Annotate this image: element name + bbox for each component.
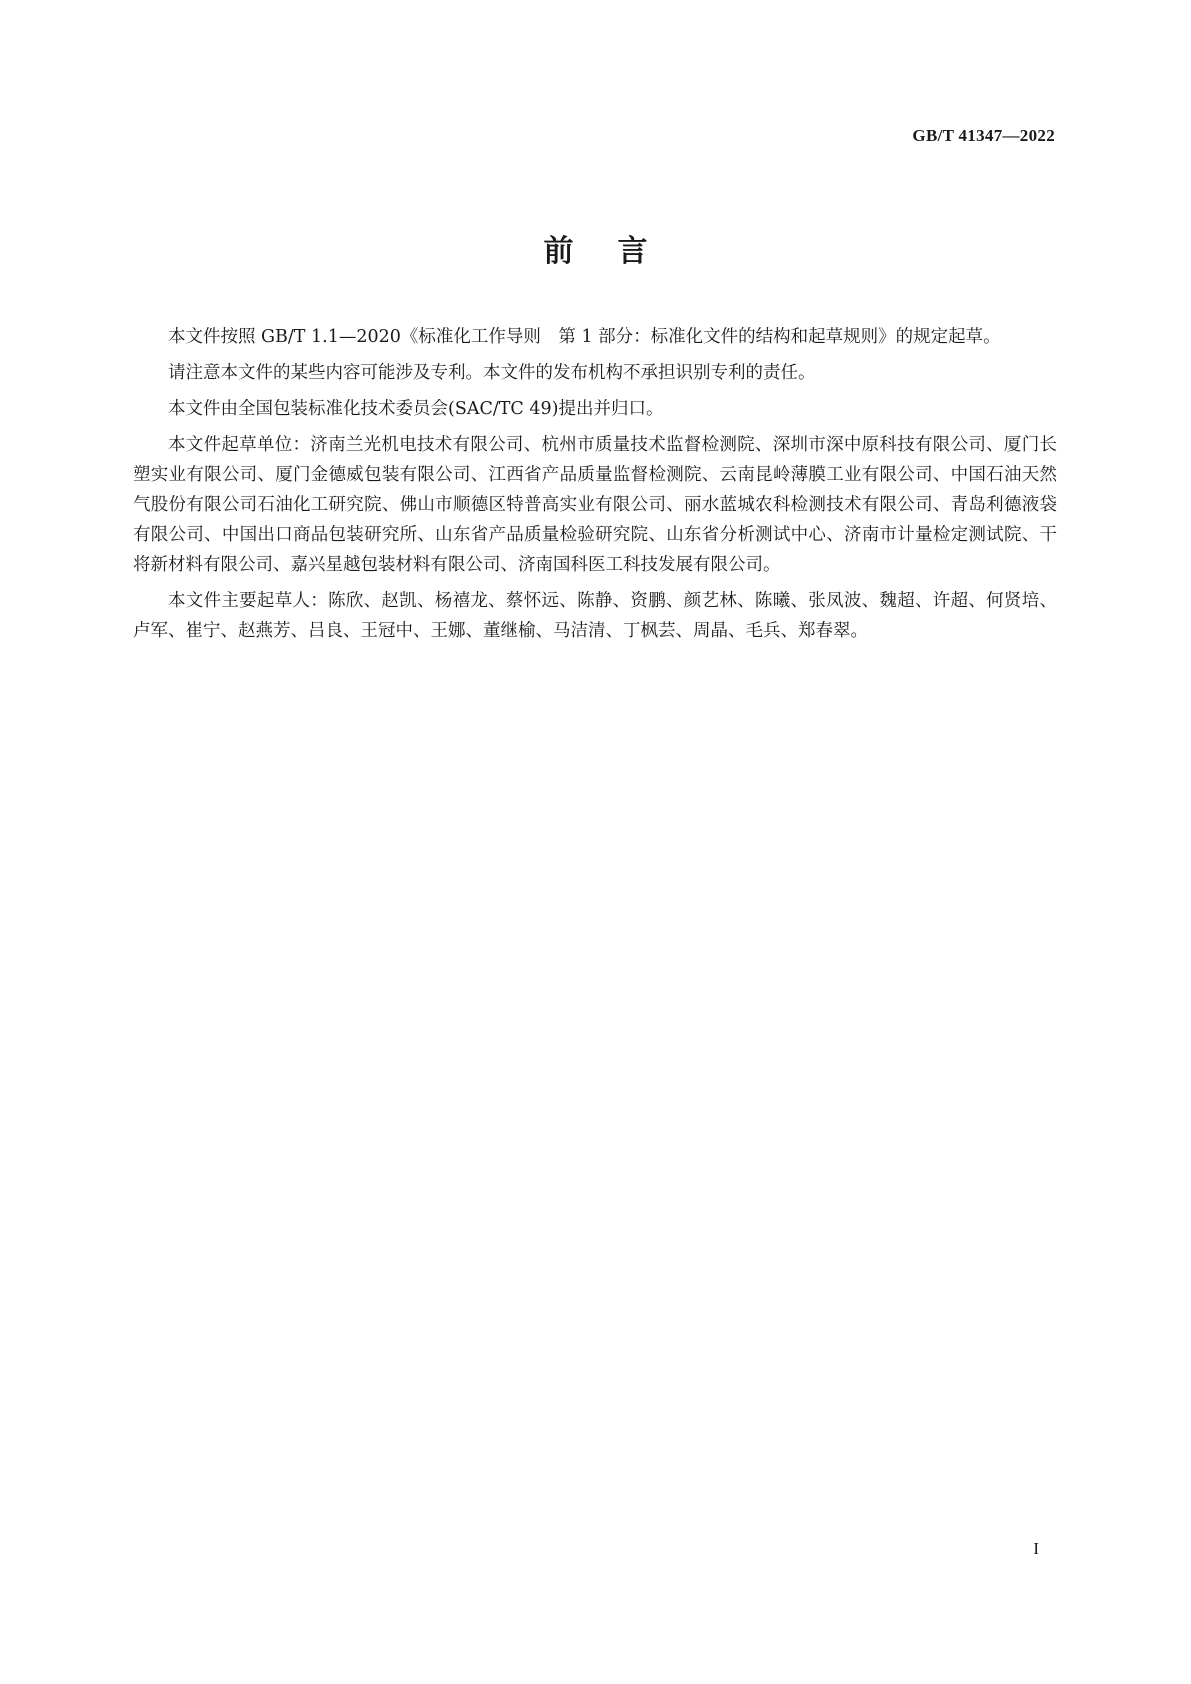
paragraph-drafting-units: 本文件起草单位：济南兰光机电技术有限公司、杭州市质量技术监督检测院、深圳市深中原科技有限公司、厦门长塑实业有限公司、厦门金德威包装有限公司、江西省产品质量监督检测院、云南昆岭薄膜工业有限公司、中国石油天然气股份有限公司石油化工研究院、佛山市顺德区特普高实业有限公司、丽水蓝城农科检测技术有限公司、青岛利德液袋有限公司、中国出口商品包装研究所、山东省产品质量检验研究院、山东省分析测试中心、济南市计量检定测试院、干将新材料有限公司、嘉兴星越包装材料有限公司、济南国科医工科技发展有限公司。 — [133, 435, 1057, 575]
page-number: I — [1033, 1539, 1039, 1558]
standard-number: GB/T 41347—2022 — [912, 126, 1055, 145]
paragraph-main-drafters: 本文件主要起草人：陈欣、赵凯、杨禧龙、蔡怀远、陈静、资鹏、颜艺林、陈曦、张凤波、魏超、许超、何贤培、卢军、崔宁、赵燕芳、吕良、王冠中、王娜、董继榆、马洁清、丁枫芸、周晶、毛兵、郑春翠。 — [133, 591, 1057, 641]
foreword-body — [133, 322, 1057, 652]
page-title: 前言 — [543, 234, 692, 269]
paragraph-drafting-rules: 本文件按照 GB/T 1.1—2020《标准化工作导则 第 1 部分：标准化文件的结构和起草规则》的规定起草。 — [168, 327, 1001, 347]
paragraph-patent-notice: 请注意本文件的某些内容可能涉及专利。本文件的发布机构不承担识别专利的责任。 — [168, 363, 816, 383]
paragraph-proposing-committee: 本文件由全国包装标准化技术委员会(SAC/TC 49)提出并归口。 — [168, 399, 664, 419]
